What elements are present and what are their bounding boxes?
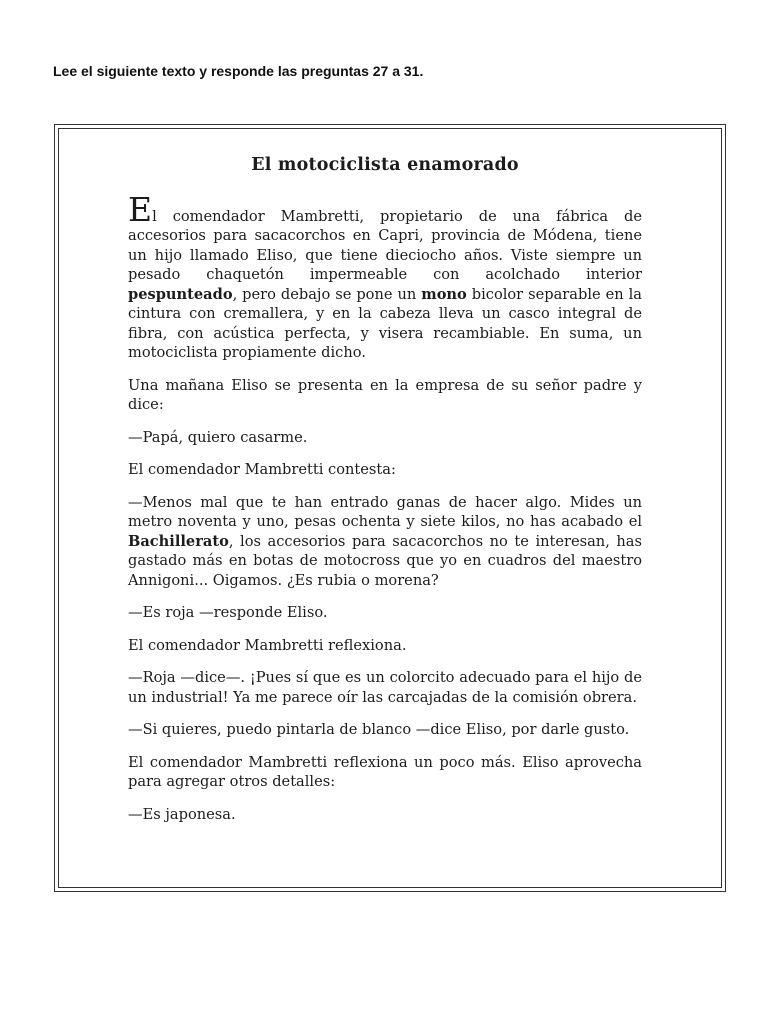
story-title: El motociclista enamorado	[251, 155, 519, 175]
bold-term-bachillerato: Bachillerato	[128, 532, 229, 550]
paragraph-10: El comendador Mambretti reflexiona un poco más. Eliso aprovecha para agregar otros detalles:	[128, 753, 642, 790]
paragraph-2: Una mañana Eliso se presenta en la empresa de su señor padre y dice:	[128, 376, 642, 413]
paragraph-9: —Si quieres, puedo pintarla de blanco —dice Eliso, por darle gusto.	[128, 721, 630, 738]
paragraph-7: El comendador Mambretti reflexiona.	[128, 636, 407, 654]
paragraph-1-part-2: , pero debajo se pone un	[232, 285, 422, 303]
paragraph-8: —Roja —dice—. ¡Pues sí que es un colorcito adecuado para el hijo de un industrial! Ya me parece oír las carcajadas de la comisión obrera.	[128, 669, 642, 706]
bold-term-mono: mono	[421, 285, 467, 303]
paragraph-1-part-3: bicolor separable en la cintura con cremallera, y en la cabeza lleva un casco integral de fibra, con acústica perfecta, y visera recambiable. En suma, un motociclista propiamente dicho.	[128, 285, 642, 361]
paragraph-5-part-2: , los accesorios para sacacorchos no te interesan, has gastado más en botas de motocross que yo en cuadros del maestro Annigoni... Oigamos. ¿Es rubia o morena?	[128, 532, 642, 589]
instruction-text: Lee el siguiente texto y responde las preguntas 27 a 31.	[53, 63, 424, 79]
paragraph-4: El comendador Mambretti contesta:	[128, 461, 396, 478]
paragraph-6: —Es roja —responde Eliso.	[128, 604, 328, 621]
drop-cap: E	[128, 189, 153, 229]
paragraph-5-part-1: —Menos mal que te han entrado ganas de hacer algo. Mides un metro noventa y uno, pesas ochenta y siete kilos, no has acabado el	[128, 493, 642, 530]
bold-term-pespunteado: pespunteado	[128, 285, 233, 303]
story-body	[128, 150, 642, 837]
paragraph-5	[128, 493, 642, 591]
paragraph-1-part-1: l comendador Mambretti, propietario de una fábrica de accesorios para sacacorchos en Capri, provincia de Módena, tiene un hijo llamado Eliso, que tiene dieciocho años. Viste siempre un pesado chaquetón impermeable con acolchado interior	[128, 207, 642, 283]
paragraph-1	[128, 189, 642, 363]
paragraph-11: —Es japonesa.	[128, 805, 236, 823]
paragraph-3: —Papá, quiero casarme.	[128, 428, 308, 446]
